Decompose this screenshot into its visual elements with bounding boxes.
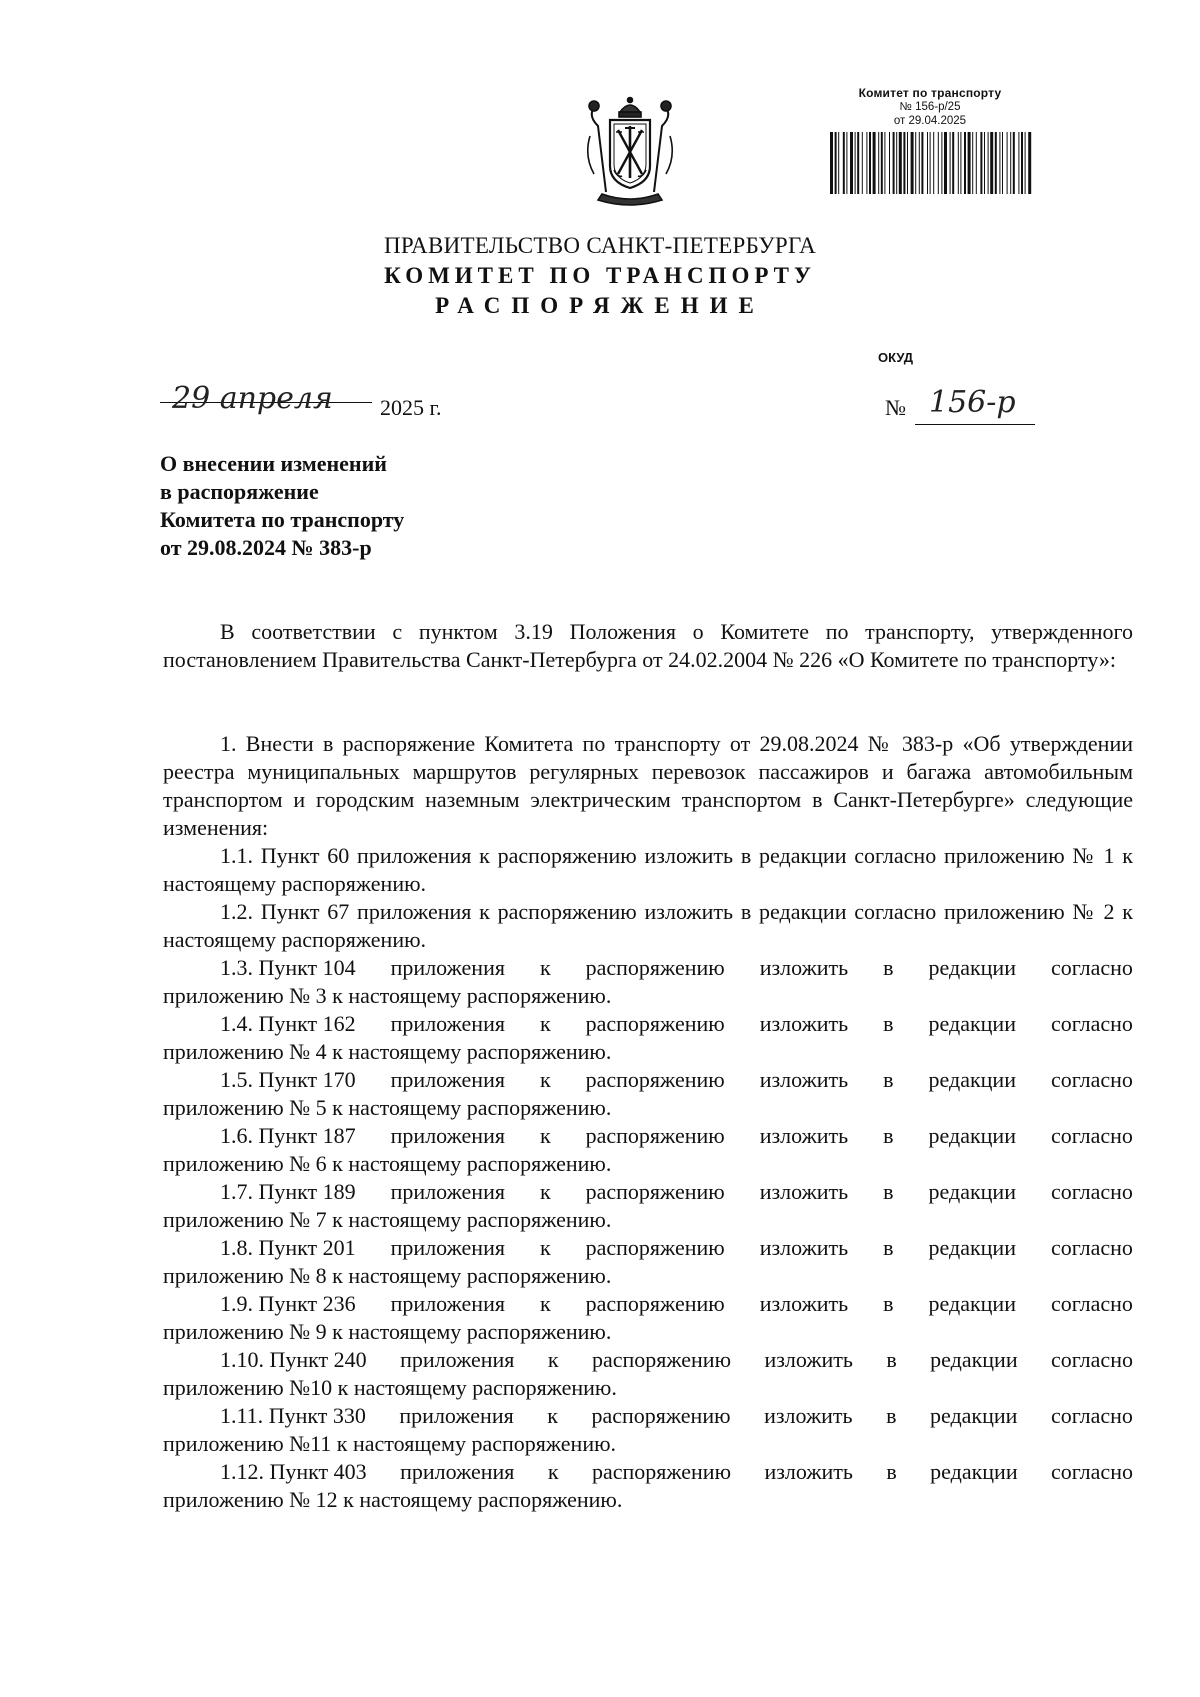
barcode-bar [1018,132,1019,194]
sub-item-word: к [539,955,551,980]
sub-item-number: 1.9. [220,1291,253,1316]
barcode-bar [898,132,901,194]
sub-item [163,1178,1133,1234]
government-title: ПРАВИТЕЛЬСТВО САНКТ-ПЕТЕРБУРГА [383,233,817,258]
barcode-bar [880,132,882,194]
sub-item-tail: приложению № 7 к настоящему распоряжению. [163,1207,612,1232]
barcode-bar [918,132,919,194]
barcode-bar [957,132,958,194]
okud-label: ОКУД [878,350,914,365]
sub-item-first-line [163,1290,1133,1318]
sub-item-word: в [883,1011,894,1036]
sub-item-word: редакции [928,1291,1016,1316]
sub-item-word: согласно [1051,1459,1133,1484]
sub-item-head [220,1402,366,1430]
stamp-number: № 156-р/25 [899,101,961,113]
barcode-bar [838,132,839,194]
sub-item-point: Пункт 104 [258,955,356,980]
main-item-paragraph: 1. Внести в распоряжение Комитета по транспорту от 29.08.2024 № 383-р «Об утверждении реестра муниципальных маршрутов регулярных перевозок пассажиров и багажа автомобильным транспортом и городским наземным электрическим транспортом в Санкт-Петербурге» следующие изменения: [163,731,1133,840]
sub-item-number: 1.10. [220,1347,264,1372]
spb-coat-of-arms-icon [580,96,680,206]
barcode-bar [866,132,867,194]
sub-item-point: Пункт 162 [258,1011,356,1036]
sub-item-word: распоряжению [591,1459,732,1484]
sub-item-tail: приложению № 6 к настоящему распоряжению. [163,1151,612,1176]
sub-item-tail: приложению № 9 к настоящему распоряжению. [163,1319,612,1344]
sub-item-word: распоряжению [591,1403,731,1428]
barcode-bar [999,132,1000,194]
sub-item-word: согласно [1051,1347,1133,1372]
sub-item-word: приложения [390,1123,505,1148]
sub-item-word: приложения [390,1011,505,1036]
sub-item-word: распоряжению [585,1067,725,1092]
registration-stamp [820,86,1040,194]
sub-item-word: в [886,1459,897,1484]
sub-item-word: приложения [399,1403,514,1428]
sub-item-word: согласно [1050,1235,1133,1260]
sub-item-word: к [539,1011,551,1036]
barcode-bar [967,132,970,194]
barcode-bar [872,132,875,194]
sub-item-1-2: 1.2. Пункт 67 приложения к распоряжению изложить в редакции согласно приложению № 2 к настоящему распоряжению. [163,899,1133,952]
sub-item-word: согласно [1050,1179,1133,1204]
sub-item-word: редакции [928,1011,1016,1036]
sub-item-word: согласно [1050,955,1133,980]
sub-item-word: редакции [930,1347,1018,1372]
sub-item-tail: приложению № 5 к настоящему распоряжению. [163,1095,612,1120]
sub-item-word: согласно [1050,1403,1133,1428]
sub-item-number: 1.3. [220,955,253,980]
sub-item-word: редакции [928,955,1016,980]
barcode-bar [952,132,954,194]
sub-item-word: приложения [390,955,505,980]
sub-item-word: приложения [390,1179,505,1204]
sub-item-head [220,1122,356,1150]
barcode-bar [949,132,950,194]
barcode-bar [921,132,923,194]
sub-item-tail: приложению № 4 к настоящему распоряжению. [163,1039,612,1064]
sub-item-first-line [163,954,1133,982]
sub-item-word: в [883,1235,894,1260]
barcode-bar [1012,132,1014,194]
sub-item-word: изложить [764,1403,853,1428]
sub-item-word: изложить [764,1347,853,1372]
sub-item-word: согласно [1050,1123,1133,1148]
sub-item-word: к [539,1067,551,1092]
barcode-bar [861,132,862,194]
barcode-bar [960,132,961,194]
sub-item-point: Пункт 201 [258,1235,356,1260]
sub-item-number: 1.11. [220,1403,264,1428]
sub-item-head [220,1066,356,1094]
sub-item-first-line [163,1178,1133,1206]
sub-item-word: приложения [400,1459,515,1484]
sub-item-word: согласно [1050,1067,1133,1092]
sub-item-number: 1.6. [220,1123,253,1148]
sub-item [163,1010,1133,1066]
stamp-org: Комитет по транспорту [858,86,1002,100]
sub-item-word: к [539,1123,551,1148]
sub-item-word: изложить [759,1291,849,1316]
barcode-bar [994,132,996,194]
sub-item-word: к [547,1347,559,1372]
sub-item-word: распоряжению [585,1291,725,1316]
barcode-bar [878,132,879,194]
subject-line: в распоряжение [160,479,319,504]
subject-line: Комитета по транспорту [160,507,405,532]
sub-item-word: изложить [759,955,849,980]
barcode-bar [944,132,947,194]
sub-item-word: к [539,1235,551,1260]
sub-item-word: согласно [1050,1011,1133,1036]
sub-item [163,1066,1133,1122]
sub-item-word: изложить [759,1067,849,1092]
sub-item-word: к [539,1291,551,1316]
sub-item-number: 1.7. [220,1179,253,1204]
sub-item-tail: приложению № 8 к настоящему распоряжению. [163,1263,612,1288]
sub-item-head [220,1458,367,1486]
sub-item [163,1122,1133,1178]
sub-item-word: к [547,1459,559,1484]
sub-item-word: изложить [764,1459,853,1484]
sub-item-word: редакции [928,1179,1016,1204]
barcode-bar [907,132,908,194]
sub-item-point: Пункт 240 [269,1347,367,1372]
sub-item-first-line [163,1010,1133,1038]
subject-line: от 29.08.2024 № 383-р [160,535,372,560]
sub-item-word: изложить [759,1179,849,1204]
sub-item-word: приложения [400,1347,515,1372]
barcode-bar [903,132,905,194]
stamp-date: от 29.04.2025 [893,115,967,127]
barcode-bar [857,132,859,194]
sub-item-word: редакции [928,1123,1016,1148]
sub-item-word: приложения [390,1067,505,1092]
sub-item-head [220,1346,367,1374]
barcode-bar [987,132,988,194]
sub-item-first-line [163,1066,1133,1094]
sub-item-number: 1.5. [220,1067,253,1092]
sub-item-point: Пункт 187 [258,1123,356,1148]
barcode-bar [990,132,993,194]
sub-item-word: распоряжению [585,1235,725,1260]
sub-item-word: к [539,1179,551,1204]
sub-item-word: в [883,1123,894,1148]
barcode-bar [1010,132,1011,194]
sub-item [163,1458,1133,1514]
barcode-bar [869,132,871,194]
sub-item-word: распоряжению [591,1347,732,1372]
barcode-bar [842,132,844,194]
barcode-bar [929,132,930,194]
barcode-bar [1002,132,1003,194]
sub-item-point: Пункт 236 [258,1291,356,1316]
barcode-bar [1024,132,1025,194]
barcode-bar [884,132,885,194]
sub-item-word: в [883,1067,894,1092]
sub-item-tail: приложению № 12 к настоящему распоряжению. [163,1487,623,1512]
document-type: РАСПОРЯЖЕНИЕ [435,293,765,318]
sub-item-first-line [163,1402,1133,1430]
barcode-bar [941,132,942,194]
committee-title: КОМИТЕТ ПО ТРАНСПОРТУ [384,263,816,288]
sub-item-number: 1.12. [220,1459,264,1484]
sub-item-point: Пункт 330 [268,1403,366,1428]
sub-item-word: в [886,1403,897,1428]
barcode-bar [850,132,853,194]
sub-item-word: в [883,1291,894,1316]
sub-item-word: в [883,955,894,980]
sub-item-word: распоряжению [585,1011,725,1036]
barcode-bar [980,132,982,194]
sub-item-head [220,1010,356,1038]
sub-item-head [220,1290,356,1318]
sub-item-word: распоряжению [585,1123,725,1148]
barcode-bar [1028,132,1031,194]
sub-item-word: в [886,1347,897,1372]
number-sign: № [885,395,906,420]
sub-item-word: редакции [928,1235,1016,1260]
subject-line: О внесении изменений [160,451,387,476]
sub-item-tail: приложению №11 к настоящему распоряжению. [163,1431,617,1456]
barcode-bar [889,132,890,194]
barcode-bar [1006,132,1007,194]
sub-item-word: согласно [1050,1291,1133,1316]
sub-item [163,954,1133,1010]
barcode-bar [896,132,897,194]
sub-item-word: изложить [759,1123,849,1148]
sub-item-word: редакции [930,1403,1018,1428]
sub-item-first-line [163,1234,1133,1262]
barcode-bar [975,132,976,194]
sub-item-point: Пункт 170 [258,1067,356,1092]
handwritten-date-text: 29 апреля [172,381,333,416]
sub-item-head [220,954,356,982]
document-subject [160,450,480,562]
sub-item-head [220,1178,356,1206]
barcode [828,132,1033,194]
sub-item-word: изложить [759,1011,849,1036]
barcode-bar [830,132,833,194]
sub-item [163,1290,1133,1346]
sub-item-word: редакции [930,1459,1018,1484]
date-year: 2025 г. [380,395,442,420]
barcode-bar [933,132,934,194]
sub-item-first-line [163,1346,1133,1374]
sub-item-word: к [547,1403,558,1428]
sub-item-point: Пункт 403 [269,1459,367,1484]
handwritten-date [170,378,370,424]
barcode-bar [846,132,847,194]
sub-item-tail: приложению № 3 к настоящему распоряжению. [163,983,612,1008]
sub-item-word: редакции [928,1067,1016,1092]
sub-item-number: 1.4. [220,1011,253,1036]
barcode-bar [937,132,938,194]
barcode-bar [854,132,855,194]
sub-item-first-line [163,1458,1133,1486]
sub-item [163,1234,1133,1290]
sub-item-tail: приложению №10 к настоящему распоряжению. [163,1375,617,1400]
barcode-bar [915,132,916,194]
intro-paragraph: В соответствии с пунктом 3.19 Положения о Комитете по транспорту, утвержденного постановлением Правительства Санкт-Петербурга от 24.02.2004 № 226 «О Комитете по транспорту»: [163,619,1133,672]
sub-item-word: приложения [390,1291,505,1316]
barcode-bar [972,132,973,194]
sub-item-word: приложения [390,1235,505,1260]
barcode-bar [910,132,913,194]
barcode-bar [1021,132,1023,194]
sub-item-word: в [883,1179,894,1204]
handwritten-number [925,378,1035,433]
sub-item-point: Пункт 189 [258,1179,356,1204]
barcode-bar [834,132,836,194]
sub-item-head [220,1234,356,1262]
sub-item-word: распоряжению [585,1179,725,1204]
sub-item-1-1: 1.1. Пункт 60 приложения к распоряжению изложить в редакции согласно приложению № 1 к настоящему распоряжению. [163,843,1133,896]
sub-item-first-line [163,1122,1133,1150]
sub-item-word: изложить [759,1235,849,1260]
sub-item [163,1402,1133,1458]
sub-item-number: 1.8. [220,1235,253,1260]
handwritten-number-text: 156-р [929,385,1016,420]
sub-item-word: распоряжению [585,955,725,980]
barcode-bar [892,132,894,194]
sub-item [163,1346,1133,1402]
barcode-bar [984,132,985,194]
barcode-bar [927,132,928,194]
barcode-bar [964,132,966,194]
